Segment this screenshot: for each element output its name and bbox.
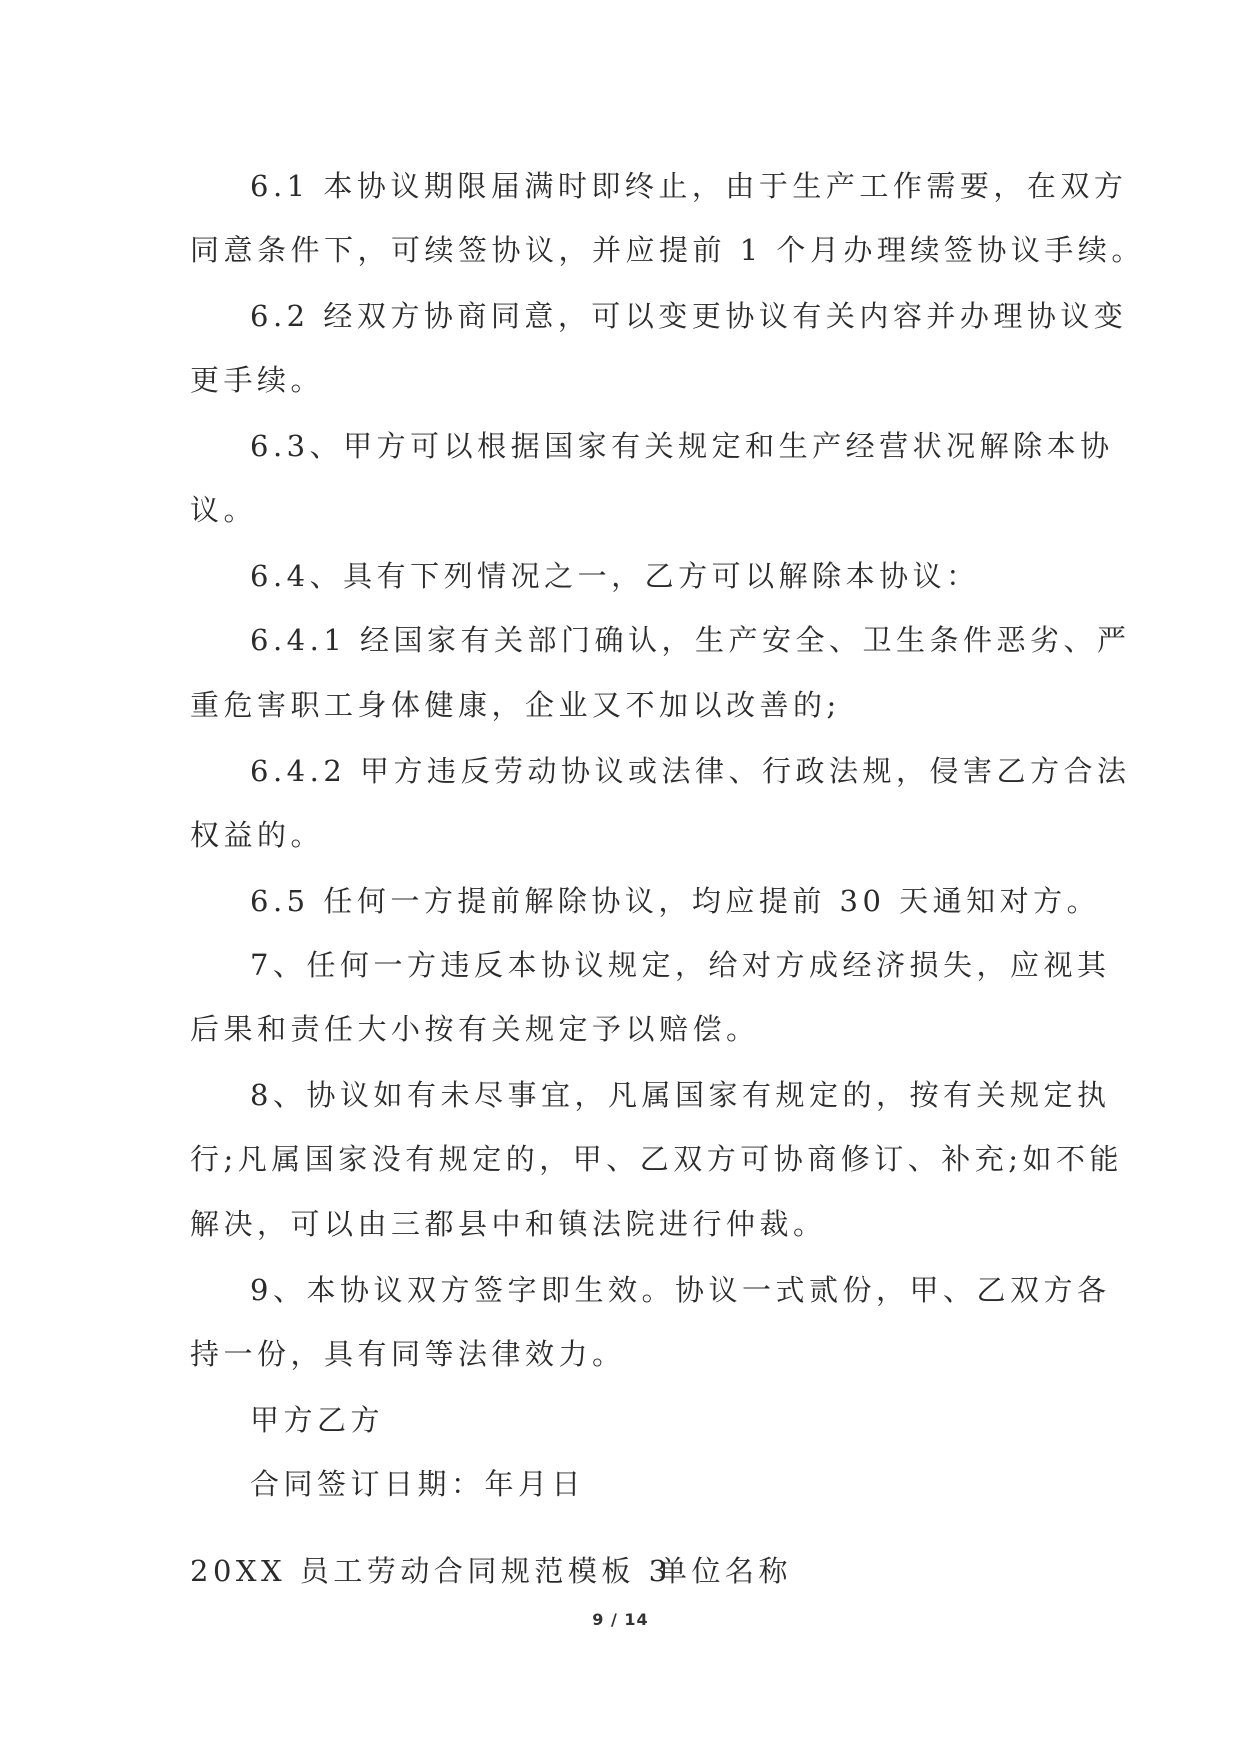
paragraph-6-4-2-line-1: 6.4.2 甲方违反劳动协议或法律、行政法规，侵害乙方合法 <box>250 754 1131 788</box>
paragraph-9-line-1: 9、本协议双方签字即生效。协议一式贰份，甲、乙双方各 <box>250 1273 1111 1307</box>
template-title: 20XX 员工劳动合同规范模板 3 <box>190 1554 672 1588</box>
paragraph-7-line-2: 后果和责任大小按有关规定予以赔偿。 <box>190 1012 760 1046</box>
paragraph-6-3-line-2: 议。 <box>190 493 258 527</box>
unit-name: 单位名称 <box>658 1554 793 1588</box>
paragraph-6-4-1-line-2: 重危害职工身体健康，企业又不加以改善的; <box>190 688 841 722</box>
paragraph-6-3-line-1: 6.3、甲方可以根据国家有关规定和生产经营状况解除本协 <box>250 429 1114 463</box>
paragraph-9-line-2: 持一份，具有同等法律效力。 <box>190 1337 626 1371</box>
paragraph-8-line-1: 8、协议如有未尽事宜，凡属国家有规定的，按有关规定执 <box>250 1078 1111 1112</box>
paragraph-6-1-line-1: 6.1 本协议期限届满时即终止，由于生产工作需要，在双方 <box>250 169 1128 203</box>
paragraph-6-4-1-line-1: 6.4.1 经国家有关部门确认，生产安全、卫生条件恶劣、严 <box>250 623 1131 657</box>
template-title-row <box>190 1549 793 1590</box>
signature-parties: 甲方乙方 <box>250 1403 385 1437</box>
paragraph-8-line-3: 解决，可以由三都县中和镇法院进行仲裁。 <box>190 1207 827 1241</box>
paragraph-6-2-line-2: 更手续。 <box>190 363 325 397</box>
paragraph-6-2-line-1: 6.2 经双方协商同意，可以变更协议有关内容并办理协议变 <box>250 299 1128 333</box>
paragraph-6-5: 6.5 任何一方提前解除协议，均应提前 30 天通知对方。 <box>250 884 1101 918</box>
paragraph-7-line-1: 7、任何一方违反本协议规定，给对方成经济损失，应视其 <box>250 948 1111 982</box>
page-number: 9 / 14 <box>592 1610 649 1629</box>
signing-date: 合同签订日期：年月日 <box>250 1467 586 1501</box>
paragraph-6-4-2-line-2: 权益的。 <box>190 818 325 852</box>
paragraph-8-line-2: 行;凡属国家没有规定的，甲、乙双方可协商修订、补充;如不能 <box>190 1142 1124 1176</box>
paragraph-6-1-line-2: 同意条件下，可续签协议，并应提前 1 个月办理续签协议手续。 <box>190 233 1145 267</box>
paragraph-6-4: 6.4、具有下列情况之一，乙方可以解除本协议： <box>250 559 980 593</box>
